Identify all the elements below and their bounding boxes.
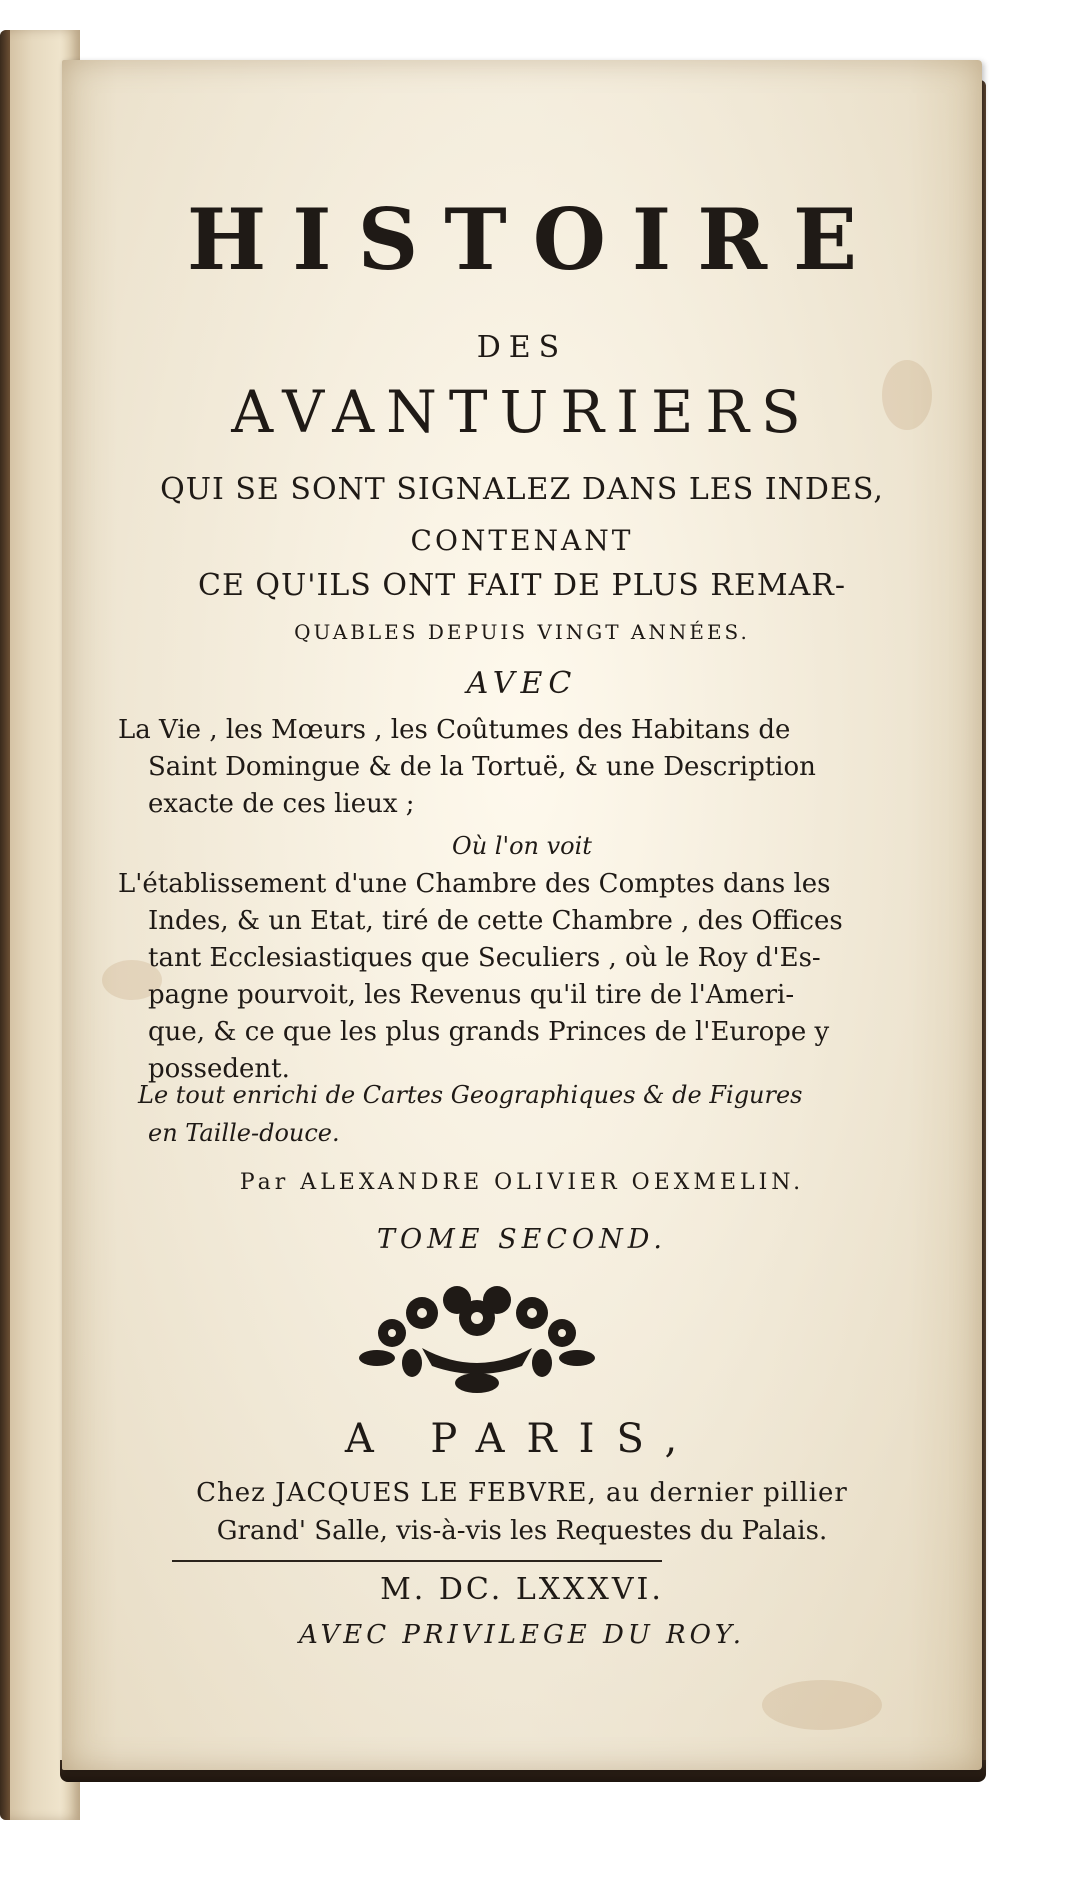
foxing-stain [762, 1680, 882, 1730]
publisher-line: Chez JACQUES LE FEBVRE, au dernier pillier [196, 1478, 848, 1508]
privilege-line: AVEC PRIVILEGE DU ROY. [298, 1620, 746, 1650]
text-line: que, & ce que les plus grands Princes de l'Europe y [148, 1017, 830, 1047]
subtitle-line: QUI SE SONT SIGNALEZ DANS LES INDES, [160, 472, 884, 507]
text-line: Saint Domingue & de la Tortuë, & une Description [148, 752, 816, 782]
text-line: Le tout enrichi de Cartes Geographiques & de Figures [138, 1081, 803, 1109]
text-line: Indes, & un Etat, tiré de cette Chambre , des Offices [148, 906, 843, 936]
text-line: possedent. [148, 1054, 290, 1084]
author-line: Par ALEXANDRE OLIVIER OEXMELIN. [239, 1170, 805, 1195]
title-des: DES [476, 330, 568, 365]
ou-lon-voit: Où l'on voit [452, 832, 592, 860]
divider-rule [172, 1560, 662, 1562]
text-line: exacte de ces lieux ; [148, 789, 415, 819]
book-title: HISTOIRE [186, 190, 884, 289]
title-avanturiers: AVANTURIERS [231, 378, 813, 446]
volume-label: TOME SECOND. [377, 1224, 667, 1255]
text-line: La Vie , les Mœurs , les Coûtumes des Habitans de [118, 715, 791, 745]
flower-basket-ornament-icon [352, 1278, 602, 1398]
avec-heading: AVEC [466, 666, 578, 701]
text-line: tant Ecclesiastiques que Seculiers , où le Roy d'Es- [148, 943, 821, 973]
text-line: en Taille-douce. [148, 1119, 340, 1147]
publisher-line: Grand' Salle, vis-à-vis les Requestes du Palais. [216, 1516, 828, 1546]
subtitle-line: CE QU'ILS ONT FAIT DE PLUS REMAR- [198, 568, 846, 603]
publication-date: M. DC. LXXXVI. [380, 1572, 664, 1607]
text-line: L'établissement d'une Chambre des Comptes dans les [118, 869, 831, 899]
description-paragraph [62, 712, 982, 823]
text-line: pagne pourvoit, les Revenus qu'il tire de l'Ameri- [148, 980, 795, 1010]
details-paragraph [62, 866, 982, 1088]
subtitle-line: QUABLES DEPUIS VINGT ANNÉES. [294, 620, 750, 644]
subtitle-line: CONTENANT [410, 524, 634, 557]
imprint-place: A PARIS, [344, 1416, 700, 1462]
enrichi-paragraph [62, 1076, 982, 1152]
title-page [62, 60, 982, 1770]
